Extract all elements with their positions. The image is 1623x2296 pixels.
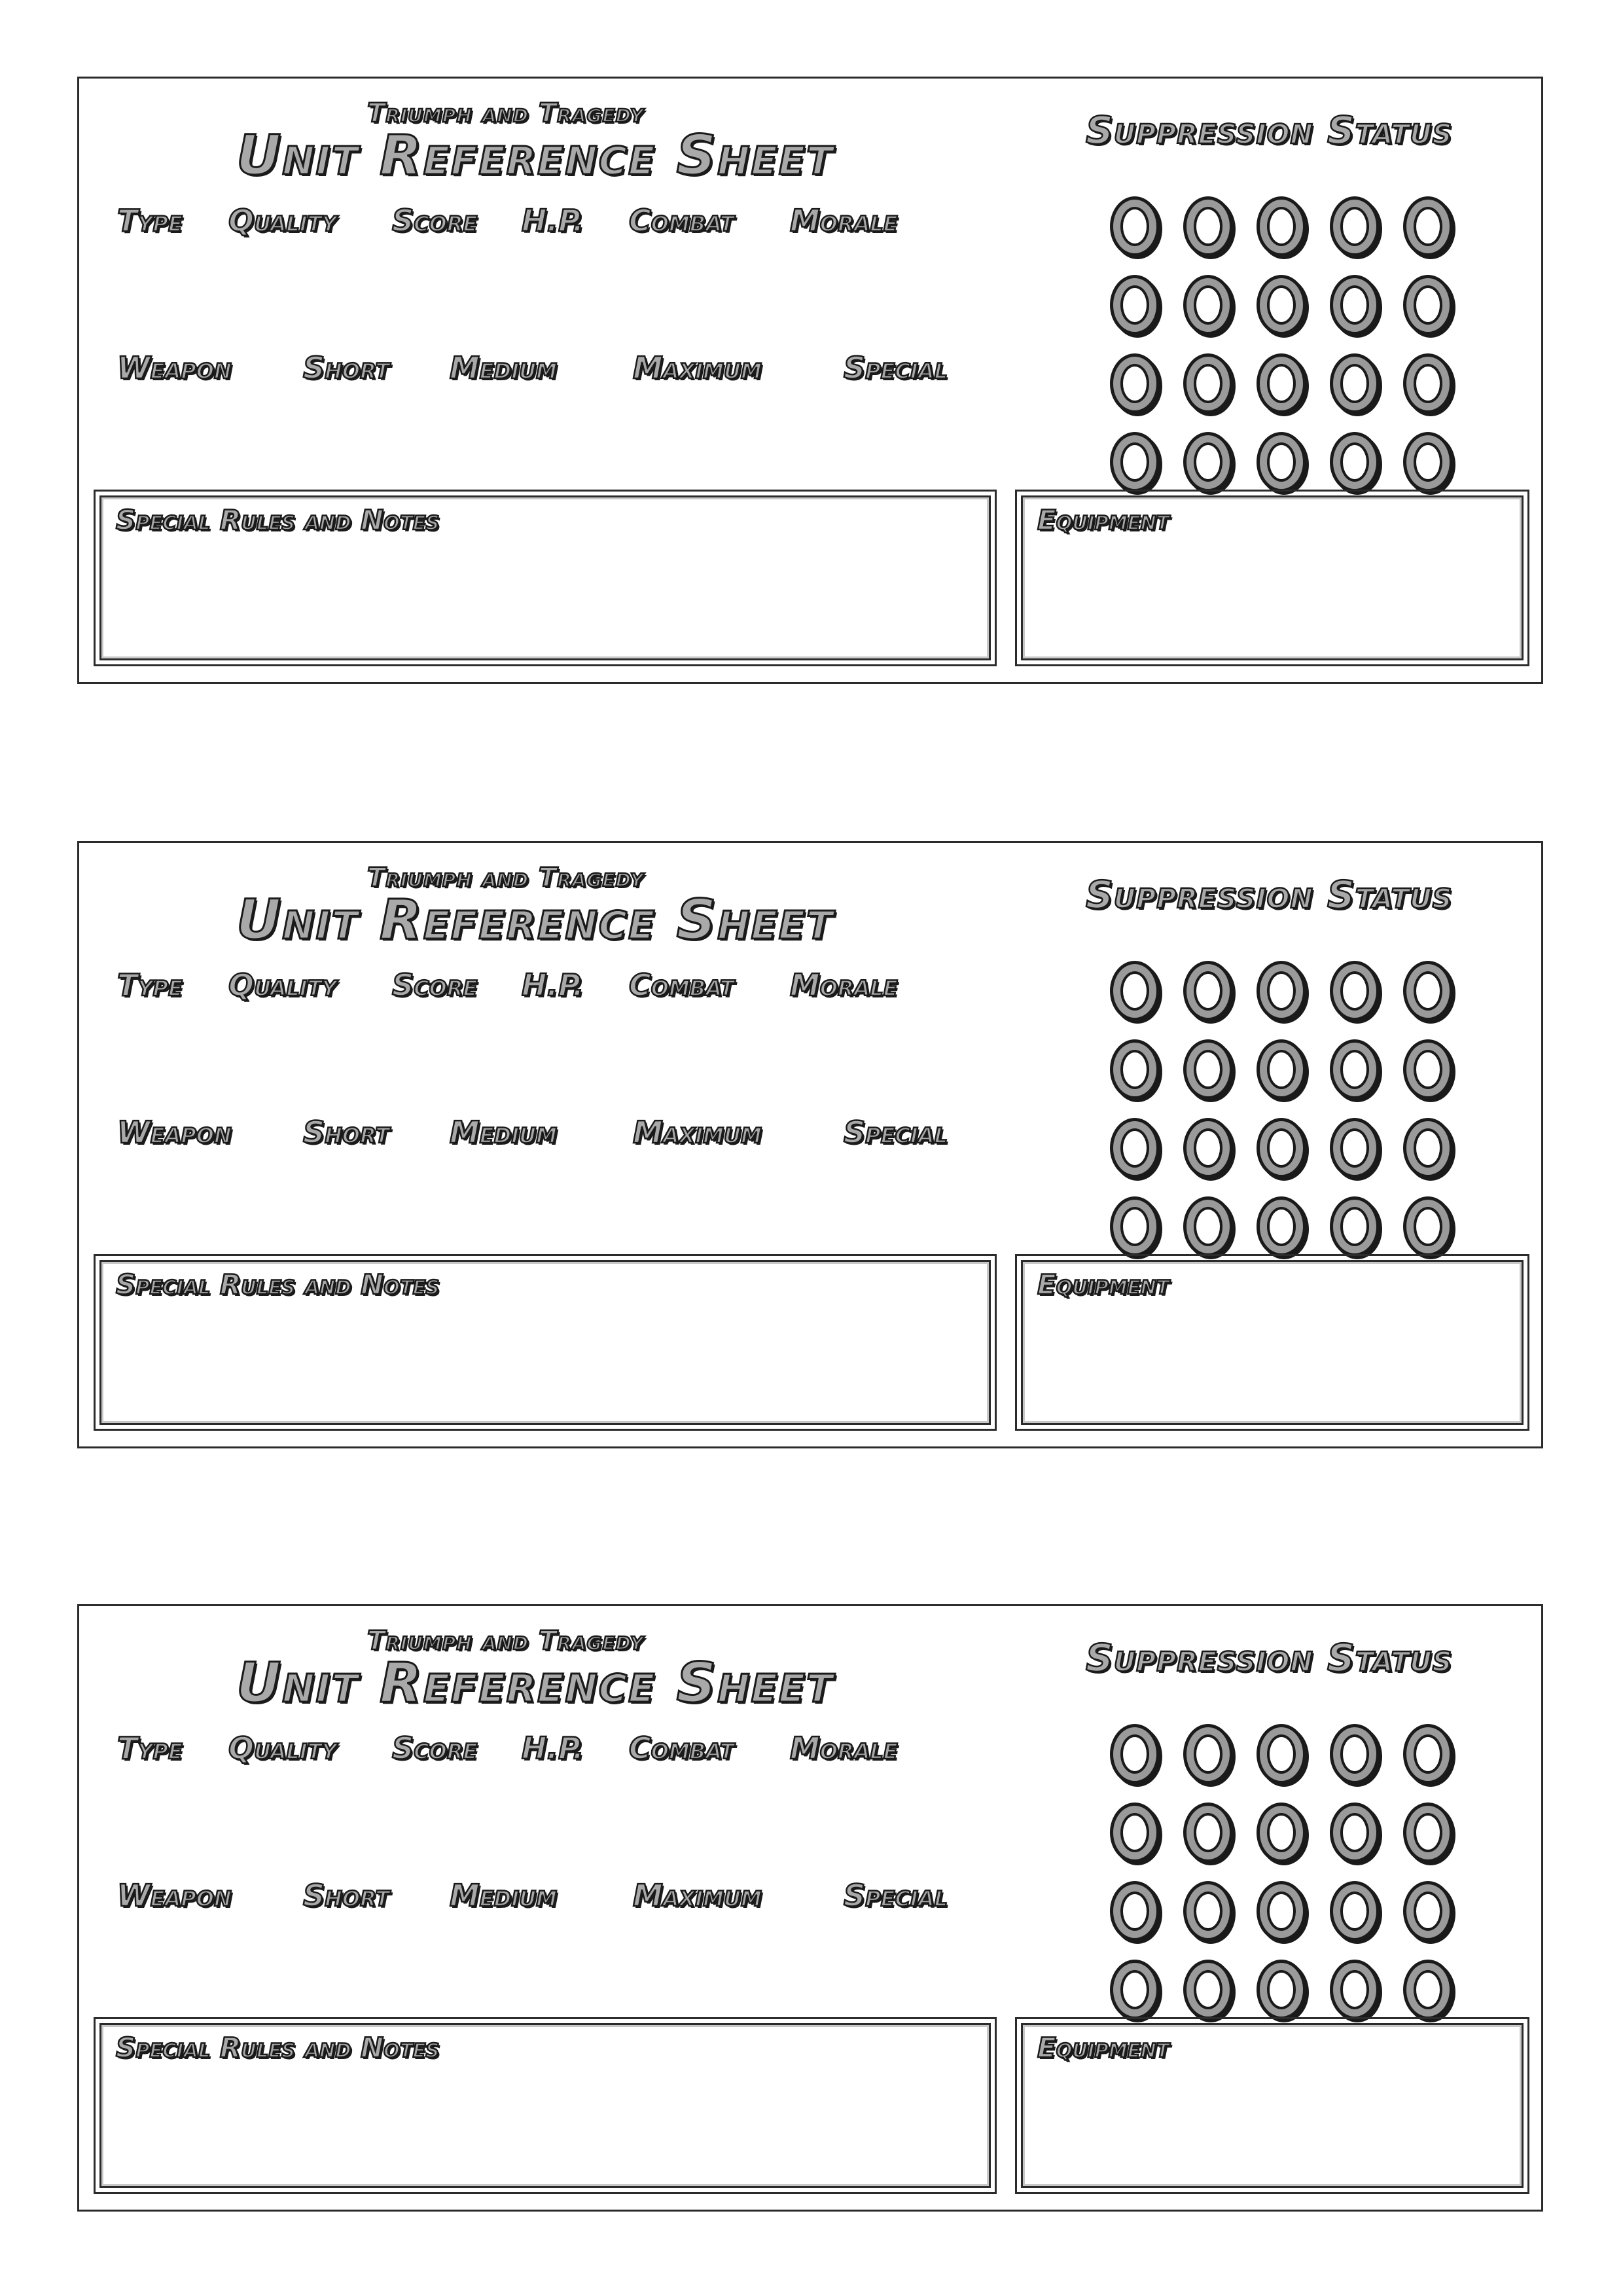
stat-label-quality: Quality bbox=[228, 1731, 337, 1766]
suppression-checkbox[interactable] bbox=[1110, 1118, 1160, 1178]
weapon-label-special: Special bbox=[844, 1115, 948, 1150]
stat-label-morale: Morale bbox=[790, 967, 898, 1003]
suppression-checkbox[interactable] bbox=[1330, 1881, 1380, 1941]
suppression-tracker bbox=[1110, 188, 1476, 503]
weapon-label-short: Short bbox=[303, 1115, 390, 1150]
suppression-checkbox[interactable] bbox=[1183, 1724, 1233, 1784]
suppression-checkbox[interactable] bbox=[1183, 1803, 1233, 1863]
stat-label-morale: Morale bbox=[790, 203, 898, 238]
suppression-checkbox[interactable] bbox=[1403, 1803, 1453, 1863]
suppression-status-title: Suppression Status bbox=[1086, 108, 1453, 152]
notes-label: Special Rules and Notes bbox=[116, 1268, 440, 1300]
weapon-label-special: Special bbox=[844, 1878, 948, 1913]
unit-reference-card-1 bbox=[77, 77, 1543, 684]
stat-label-quality: Quality bbox=[228, 967, 337, 1003]
equipment-label: Equipment bbox=[1037, 1268, 1169, 1300]
suppression-checkbox[interactable] bbox=[1330, 1039, 1380, 1100]
suppression-checkbox[interactable] bbox=[1403, 1960, 1453, 2020]
suppression-checkbox[interactable] bbox=[1183, 432, 1233, 492]
stat-label-type: Type bbox=[117, 1731, 183, 1766]
suppression-checkbox[interactable] bbox=[1403, 1196, 1453, 1257]
stat-label-hp: H.P. bbox=[522, 203, 584, 238]
suppression-checkbox[interactable] bbox=[1403, 353, 1453, 414]
weapon-label-maximum: Maximum bbox=[633, 1115, 762, 1150]
suppression-checkbox[interactable] bbox=[1257, 275, 1306, 335]
suppression-status-title: Suppression Status bbox=[1086, 872, 1453, 917]
suppression-checkbox[interactable] bbox=[1403, 1724, 1453, 1784]
suppression-checkbox[interactable] bbox=[1183, 353, 1233, 414]
stat-label-quality: Quality bbox=[228, 203, 337, 238]
suppression-checkbox[interactable] bbox=[1183, 1039, 1233, 1100]
suppression-checkbox[interactable] bbox=[1110, 1724, 1160, 1784]
suppression-checkbox[interactable] bbox=[1403, 432, 1453, 492]
weapon-label-medium: Medium bbox=[450, 350, 557, 386]
suppression-checkbox[interactable] bbox=[1403, 1039, 1453, 1100]
suppression-checkbox[interactable] bbox=[1403, 275, 1453, 335]
suppression-checkbox[interactable] bbox=[1330, 1118, 1380, 1178]
equipment-box bbox=[1015, 1254, 1529, 1431]
weapon-label-maximum: Maximum bbox=[633, 1878, 762, 1913]
unit-reference-card-2 bbox=[77, 841, 1543, 1448]
card-subtitle: Triumph and Tragedy bbox=[367, 98, 644, 128]
stat-label-combat: Combat bbox=[629, 967, 734, 1003]
suppression-checkbox[interactable] bbox=[1403, 1118, 1453, 1178]
card-subtitle: Triumph and Tragedy bbox=[367, 863, 644, 893]
suppression-checkbox[interactable] bbox=[1257, 1118, 1306, 1178]
suppression-checkbox[interactable] bbox=[1330, 353, 1380, 414]
weapon-label-weapon: Weapon bbox=[117, 1878, 232, 1913]
suppression-checkbox[interactable] bbox=[1330, 1803, 1380, 1863]
suppression-checkbox[interactable] bbox=[1110, 1960, 1160, 2020]
suppression-checkbox[interactable] bbox=[1257, 1196, 1306, 1257]
suppression-status-title: Suppression Status bbox=[1086, 1636, 1453, 1680]
suppression-checkbox[interactable] bbox=[1330, 1196, 1380, 1257]
weapon-label-short: Short bbox=[303, 350, 390, 386]
suppression-checkbox[interactable] bbox=[1183, 1881, 1233, 1941]
weapon-label-maximum: Maximum bbox=[633, 350, 762, 386]
equipment-box bbox=[1015, 2017, 1529, 2194]
stat-label-hp: H.P. bbox=[522, 967, 584, 1003]
suppression-checkbox[interactable] bbox=[1110, 353, 1160, 414]
suppression-checkbox[interactable] bbox=[1257, 1881, 1306, 1941]
suppression-checkbox[interactable] bbox=[1110, 1881, 1160, 1941]
notes-label: Special Rules and Notes bbox=[116, 504, 440, 536]
suppression-checkbox[interactable] bbox=[1110, 1039, 1160, 1100]
weapon-label-medium: Medium bbox=[450, 1878, 557, 1913]
suppression-checkbox[interactable] bbox=[1110, 1803, 1160, 1863]
suppression-checkbox[interactable] bbox=[1257, 432, 1306, 492]
suppression-checkbox[interactable] bbox=[1183, 1960, 1233, 2020]
suppression-checkbox[interactable] bbox=[1257, 1039, 1306, 1100]
card-title: Unit Reference Sheet bbox=[236, 123, 834, 187]
suppression-checkbox[interactable] bbox=[1257, 1803, 1306, 1863]
suppression-tracker bbox=[1110, 1716, 1476, 2030]
suppression-checkbox[interactable] bbox=[1183, 1196, 1233, 1257]
card-subtitle: Triumph and Tragedy bbox=[367, 1626, 644, 1656]
card-title: Unit Reference Sheet bbox=[236, 888, 834, 952]
equipment-label: Equipment bbox=[1037, 504, 1169, 536]
suppression-tracker bbox=[1110, 953, 1476, 1267]
stat-label-type: Type bbox=[117, 203, 183, 238]
suppression-checkbox[interactable] bbox=[1257, 961, 1306, 1021]
notes-label: Special Rules and Notes bbox=[116, 2032, 440, 2064]
suppression-checkbox[interactable] bbox=[1330, 961, 1380, 1021]
suppression-checkbox[interactable] bbox=[1257, 196, 1306, 257]
weapon-label-medium: Medium bbox=[450, 1115, 557, 1150]
suppression-checkbox[interactable] bbox=[1183, 961, 1233, 1021]
suppression-checkbox[interactable] bbox=[1330, 1960, 1380, 2020]
suppression-checkbox[interactable] bbox=[1403, 196, 1453, 257]
suppression-checkbox[interactable] bbox=[1330, 432, 1380, 492]
suppression-checkbox[interactable] bbox=[1330, 275, 1380, 335]
equipment-box bbox=[1015, 490, 1529, 666]
suppression-checkbox[interactable] bbox=[1183, 196, 1233, 257]
suppression-checkbox[interactable] bbox=[1183, 1118, 1233, 1178]
special-rules-notes-box bbox=[94, 1254, 997, 1431]
suppression-checkbox[interactable] bbox=[1403, 1881, 1453, 1941]
special-rules-notes-box bbox=[94, 490, 997, 666]
stat-label-score: Score bbox=[392, 967, 478, 1003]
weapon-label-special: Special bbox=[844, 350, 948, 386]
suppression-checkbox[interactable] bbox=[1330, 196, 1380, 257]
stat-label-score: Score bbox=[392, 1731, 478, 1766]
stat-label-score: Score bbox=[392, 203, 478, 238]
suppression-checkbox[interactable] bbox=[1110, 275, 1160, 335]
suppression-checkbox[interactable] bbox=[1330, 1724, 1380, 1784]
suppression-checkbox[interactable] bbox=[1403, 961, 1453, 1021]
stat-label-morale: Morale bbox=[790, 1731, 898, 1766]
weapon-label-weapon: Weapon bbox=[117, 350, 232, 386]
suppression-checkbox[interactable] bbox=[1183, 275, 1233, 335]
weapon-label-weapon: Weapon bbox=[117, 1115, 232, 1150]
stat-label-hp: H.P. bbox=[522, 1731, 584, 1766]
suppression-checkbox[interactable] bbox=[1110, 961, 1160, 1021]
unit-reference-card-3 bbox=[77, 1604, 1543, 2212]
stat-label-type: Type bbox=[117, 967, 183, 1003]
special-rules-notes-box bbox=[94, 2017, 997, 2194]
suppression-checkbox[interactable] bbox=[1110, 1196, 1160, 1257]
suppression-checkbox[interactable] bbox=[1110, 196, 1160, 257]
stat-label-combat: Combat bbox=[629, 1731, 734, 1766]
suppression-checkbox[interactable] bbox=[1257, 1724, 1306, 1784]
suppression-checkbox[interactable] bbox=[1257, 353, 1306, 414]
suppression-checkbox[interactable] bbox=[1110, 432, 1160, 492]
weapon-label-short: Short bbox=[303, 1878, 390, 1913]
card-title: Unit Reference Sheet bbox=[236, 1651, 834, 1715]
equipment-label: Equipment bbox=[1037, 2032, 1169, 2064]
stat-label-combat: Combat bbox=[629, 203, 734, 238]
suppression-checkbox[interactable] bbox=[1257, 1960, 1306, 2020]
